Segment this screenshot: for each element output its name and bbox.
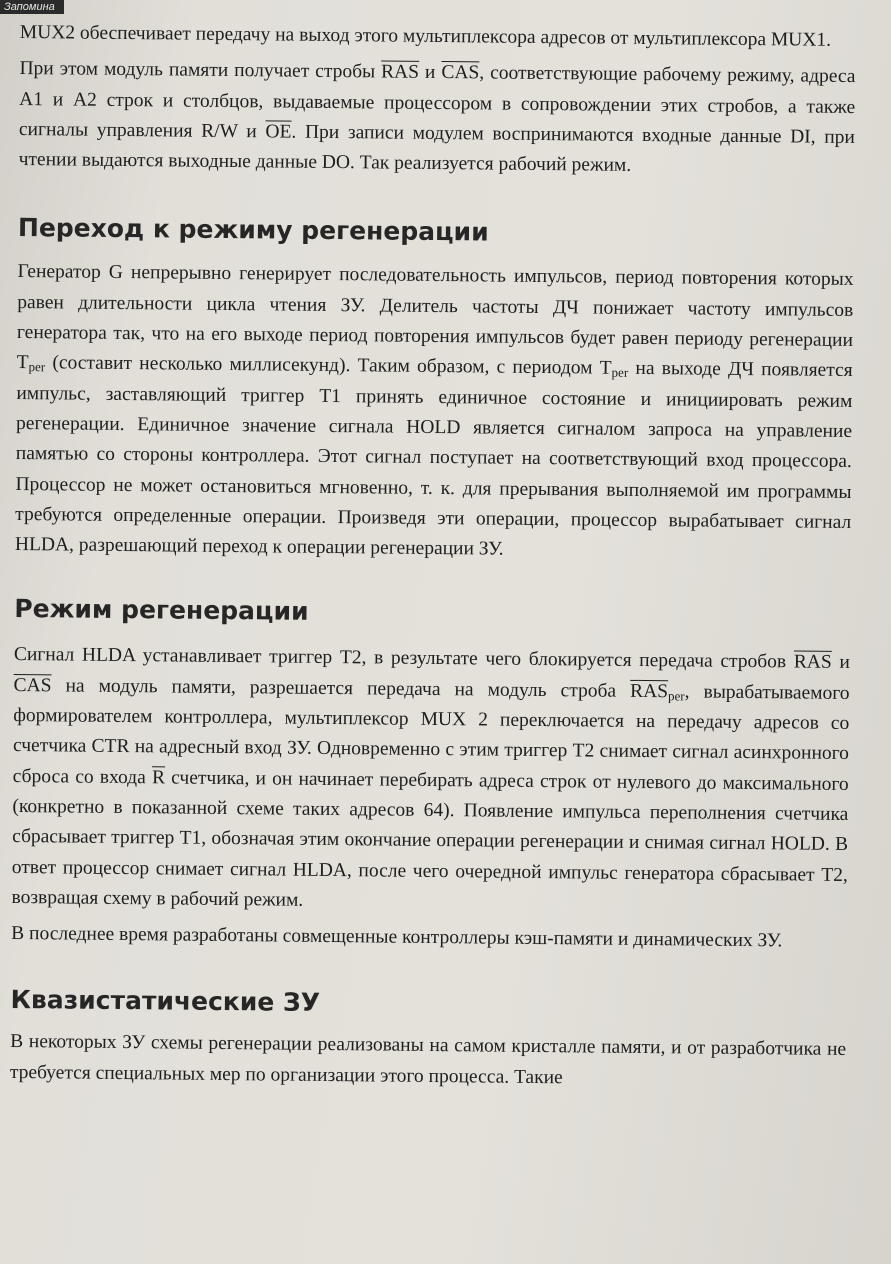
text-run: , соответствующие рабочему режиму, адреса A1 и A2 строк и столбцов, выдаваемые процессором в сопровождении этих стробов, а также сигналы управления R/W и bbox=[18, 62, 856, 143]
text-run: и bbox=[831, 652, 850, 674]
text-run: Сигнал HLDA устанавливает триггер T2, в результате чего блокируется передача стробов bbox=[13, 644, 794, 673]
page-content bbox=[10, 18, 856, 1096]
text-run: (составит несколько миллисекунд). Таким образом, с периодом T bbox=[45, 352, 612, 380]
paragraph-strobes bbox=[18, 54, 855, 183]
cas-signal: $\overline{CAS}$ bbox=[13, 674, 52, 697]
text-run: счетчика, и он начинает перебирать адреса строк от нулевого до максимального (конкретно в показанной схеме таких адресов 64). Появление импульса переполнения счетчика сбрасывает триггер T1, обозначая этим окончание операции регенерации и снимая сигнал HOLD. В ответ процессор снимает сигнал HLDA, после чего очередной импульс генератора сбрасывает T2, возвращая схему в рабочий режим. bbox=[11, 767, 849, 911]
text-run: Генератор G непрерывно генерирует последовательность импульсов, период повторения которых равен длительности цикла чтения ЗУ. Делитель частоты ДЧ понижает частоту импульсов генератора так, что на его выходе период повторения импульсов будет равен периоду регенерации T bbox=[16, 261, 854, 374]
text-run: и bbox=[418, 62, 442, 84]
paragraph-refresh-mode bbox=[11, 640, 850, 921]
ras-signal: $\overline{RAS}$ bbox=[381, 61, 420, 84]
text-run: . При записи модулем воспринимаются входные данные DI, при чтении выдаются выходные данные DO. Так реализуется рабочий режим. bbox=[18, 121, 855, 177]
section-heading-refresh-mode: Режим регенерации bbox=[14, 594, 309, 627]
section-heading-quasistatic: Квазистатические ЗУ bbox=[10, 985, 321, 1018]
text-run: на выходе ДЧ появляется импульс, заставляющий триггер T1 принять единичное состояние и инициировать режим регенерации. Единичное значение сигнала HOLD является сигналом запроса на управление памятью со стороны контроллера. Этот сигнал поступает на соответствующий вход процессора. Процессор не может остановиться мгновенно, т. к. для прерывания выполняемой им программы требуются определенные операции. Произведя эти операции, процессор вырабатывает сигнал HLDA, разрешающий переход к операции регенерации ЗУ. bbox=[14, 358, 853, 560]
subscript-per: per bbox=[28, 359, 46, 375]
cas-signal: $\overline{CAS}$ bbox=[441, 62, 480, 84]
paragraph-combined-controllers: В последнее время разработаны совмещенные контроллеры кэш-памяти и динамических ЗУ. bbox=[11, 923, 783, 952]
oe-signal: $\overline{OE}$ bbox=[265, 121, 292, 143]
text-run: , вырабатываемого формирователем контроллера, мультиплексор MUX 2 переключается на передачу адресов со счетчика CTR на адресный вход ЗУ. Одновременно с этим триггер T2 снимает сигнал асинхронного сброса со входа bbox=[12, 681, 850, 788]
ras-per-signal: $\overline{RAS}$ bbox=[630, 680, 669, 703]
subscript-per: per bbox=[611, 365, 629, 381]
paragraph-quasistatic: В некоторых ЗУ схемы регенерации реализованы на самом кристалле памяти, и от разработчика не требуется специальных мер по организации этого процесса. Такие bbox=[9, 1031, 847, 1088]
r-input: $\overline{R}$ bbox=[151, 766, 166, 789]
text-run: на модуль памяти, разрешается передача на модуль строба bbox=[51, 675, 631, 702]
text-run: При этом модуль памяти получает стробы bbox=[19, 58, 382, 83]
section-heading-refresh-transition: Переход к режиму регенерации bbox=[17, 213, 489, 247]
paragraph-refresh-transition bbox=[15, 257, 854, 568]
running-title: Запомина bbox=[0, 0, 64, 14]
paragraph-mux2: MUX2 обеспечивает передачу на выход этого мультиплексора адресов от мультиплексора MUX1. bbox=[19, 21, 832, 51]
subscript-per: per bbox=[667, 688, 685, 704]
ras-signal: $\overline{RAS}$ bbox=[793, 651, 832, 674]
